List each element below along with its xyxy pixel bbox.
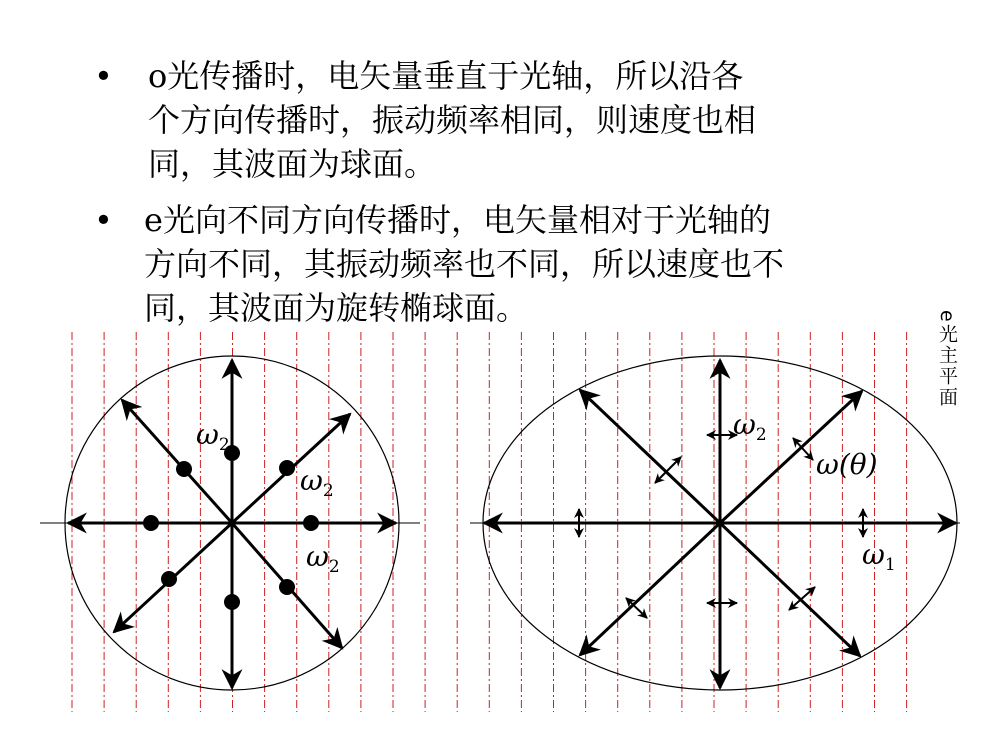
o-light-diagram [40,356,420,690]
vibration-dot [161,571,177,587]
vibration-dot [303,515,319,531]
e-light-principal-plane-label: e光主平面 [936,310,958,408]
omega-label: $\omega_2$ [196,418,230,455]
omega-label: $\omega_2$ [733,408,767,445]
bullet-text-line: o光传播时，电矢量垂直于光轴，所以沿各 [148,57,744,95]
vibration-dot [176,461,192,477]
bullet-marker: • [94,201,113,239]
e-light-diagram [470,356,960,690]
bullet-text-line: e光向不同方向传播时，电矢量相对于光轴的 [144,201,771,239]
bullet-text-line: 个方向传播时，振动频率相同，则速度也相 [148,101,757,139]
omega-label: $\omega_1$ [862,538,896,575]
vibration-dot [279,460,295,476]
bullet-text-line: 方向不同，其振动频率也不同，所以速度也不 [144,245,785,283]
vibration-dot [143,515,159,531]
bullet-text-line: 同，其波面为旋转椭球面。 [144,289,529,327]
vibration-arrow [655,457,681,483]
vibration-dot [224,594,240,610]
bullet-marker: • [94,57,113,95]
vibration-dot [279,579,295,595]
ray-arrow [720,523,860,656]
omega-label: $\omega_2$ [300,464,334,501]
omega-label: $\omega_2$ [306,540,340,577]
bullet-text-line: 同，其波面为球面。 [148,145,437,183]
omega-theta-label: ω(θ) [816,448,878,481]
